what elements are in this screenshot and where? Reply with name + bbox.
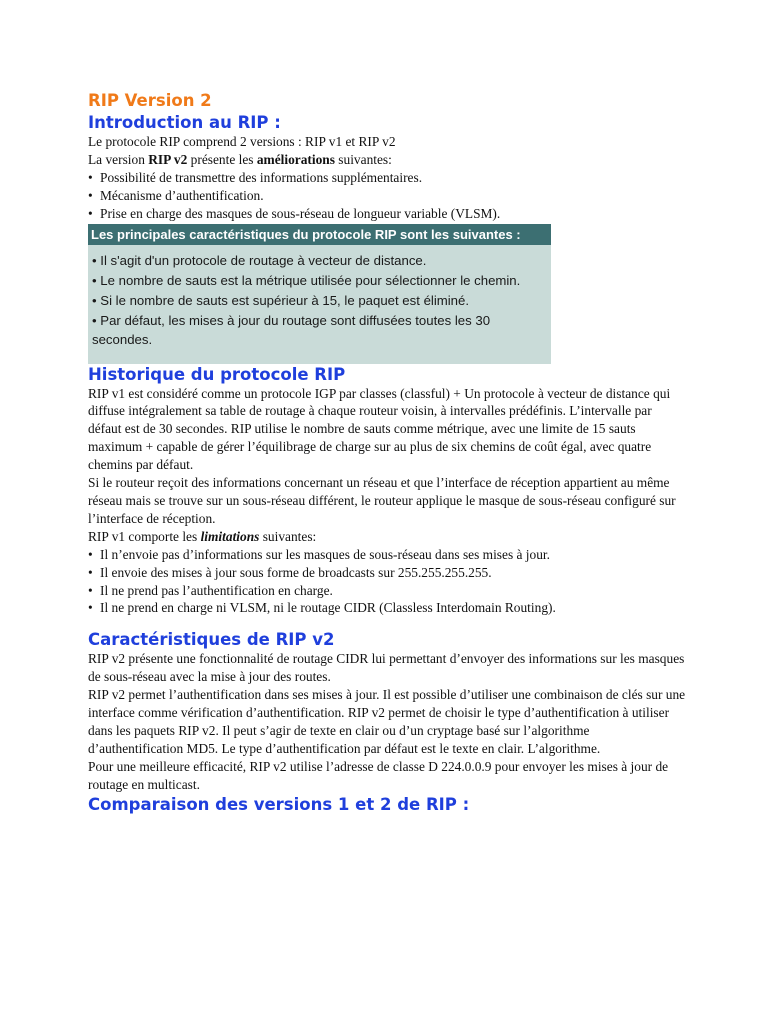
list-item: • Il n’envoie pas d’informations sur les masques de sous-réseau dans ses mises à jour. xyxy=(88,546,688,564)
intro-line-1: Le protocole RIP comprend 2 versions : RIP v1 et RIP v2 xyxy=(88,134,396,149)
history-paragraph-2: Si le routeur reçoit des informations concernant un réseau et que l’interface de réception appartient au même réseau mais se trouve sur un sous-réseau différent, le routeur applique le masque de sous-réseau configuré sur l’interface de réception. xyxy=(88,475,676,526)
rip-features-table-header: Les principales caractéristiques du protocole RIP sont les suivantes : xyxy=(88,224,551,245)
intro-line-2 xyxy=(88,151,688,169)
features-heading: Caractéristiques de RIP v2 xyxy=(88,630,335,650)
table-row: • Si le nombre de sauts est supérieur à 15, le paquet est éliminé. xyxy=(92,292,470,308)
intro-line-2-bold-improvements: améliorations xyxy=(256,151,335,167)
rip-features-table xyxy=(88,224,551,364)
history-limitations-emphasis: limitations xyxy=(200,528,260,544)
document-content xyxy=(88,90,688,815)
table-row: • Le nombre de sauts est la métrique utilisée pour sélectionner le chemin. xyxy=(92,272,521,288)
rip-features-table-body xyxy=(88,245,551,349)
features-paragraph-3: Pour une meilleure efficacité, RIP v2 utilise l’adresse de classe D 224.0.0.9 pour envoyer les mises à jour de routage en multicast. xyxy=(88,758,669,792)
list-item: • Prise en charge des masques de sous-réseau de longueur variable (VLSM). xyxy=(88,205,688,223)
history-heading: Historique du protocole RIP xyxy=(88,364,346,384)
intro-line-2-pre: La version xyxy=(88,151,149,167)
history-limitations-intro xyxy=(88,528,688,546)
table-row: • Il s'agit d'un protocole de routage à vecteur de distance. xyxy=(92,252,427,268)
history-limitations-list xyxy=(88,546,688,618)
list-item: • Il envoie des mises à jour sous forme de broadcasts sur 255.255.255.255. xyxy=(88,564,688,582)
history-limitations-pre: RIP v1 comporte les xyxy=(88,528,201,544)
intro-line-2-bold-version: RIP v2 xyxy=(148,151,188,167)
comparison-heading: Comparaison des versions 1 et 2 de RIP : xyxy=(88,794,470,814)
intro-line-2-mid: présente les xyxy=(187,151,257,167)
intro-line-2-post: suivantes: xyxy=(334,151,392,167)
list-item: • Possibilité de transmettre des informations supplémentaires. xyxy=(88,169,688,187)
list-item: • Il ne prend en charge ni VLSM, ni le routage CIDR (Classless Interdomain Routing). xyxy=(88,599,688,617)
table-row: • Par défaut, les mises à jour du routage sont diffusées toutes les 30 secondes. xyxy=(92,312,491,347)
intro-bullet-list xyxy=(88,169,688,223)
features-paragraph-2: RIP v2 permet l’authentification dans ses mises à jour. Il est possible d’utiliser une combinaison de clés sur une interface comme vérification d’authentification. RIP v2 permet de choisir le type d’authentification à utiliser dans les paquets RIP v2. Il peut s’agir de texte en clair ou d’un cryptage basé sur l’algorithme d’authentification MD5. Le type d’authentification par défaut est le texte en clair. L’algorithme. xyxy=(88,687,686,756)
document-title: RIP Version 2 xyxy=(88,91,212,110)
intro-heading: Introduction au RIP : xyxy=(88,113,281,132)
history-paragraph-1: RIP v1 est considéré comme un protocole IGP par classes (classful) + Un protocole à vecteur de distance qui diffuse intégralement sa table de routage à chaque routeur voisin, à intervalles prédéfinis. L’intervalle par défaut est de 30 secondes. RIP utilise le nombre de sauts comme métrique, avec une limite de 15 sauts maximum + capable de gérer l’équilibrage de charge sur au plus de six chemins de coût égal, avec quatre chemins par défaut. xyxy=(88,385,671,473)
list-item: • Il ne prend pas l’authentification en charge. xyxy=(88,582,688,600)
list-item: • Mécanisme d’authentification. xyxy=(88,187,688,205)
history-limitations-post: suivantes: xyxy=(259,528,317,544)
features-paragraph-1: RIP v2 présente une fonctionnalité de routage CIDR lui permettant d’envoyer des informations sur les masques de sous-réseau avec la mise à jour des routes. xyxy=(88,651,685,685)
